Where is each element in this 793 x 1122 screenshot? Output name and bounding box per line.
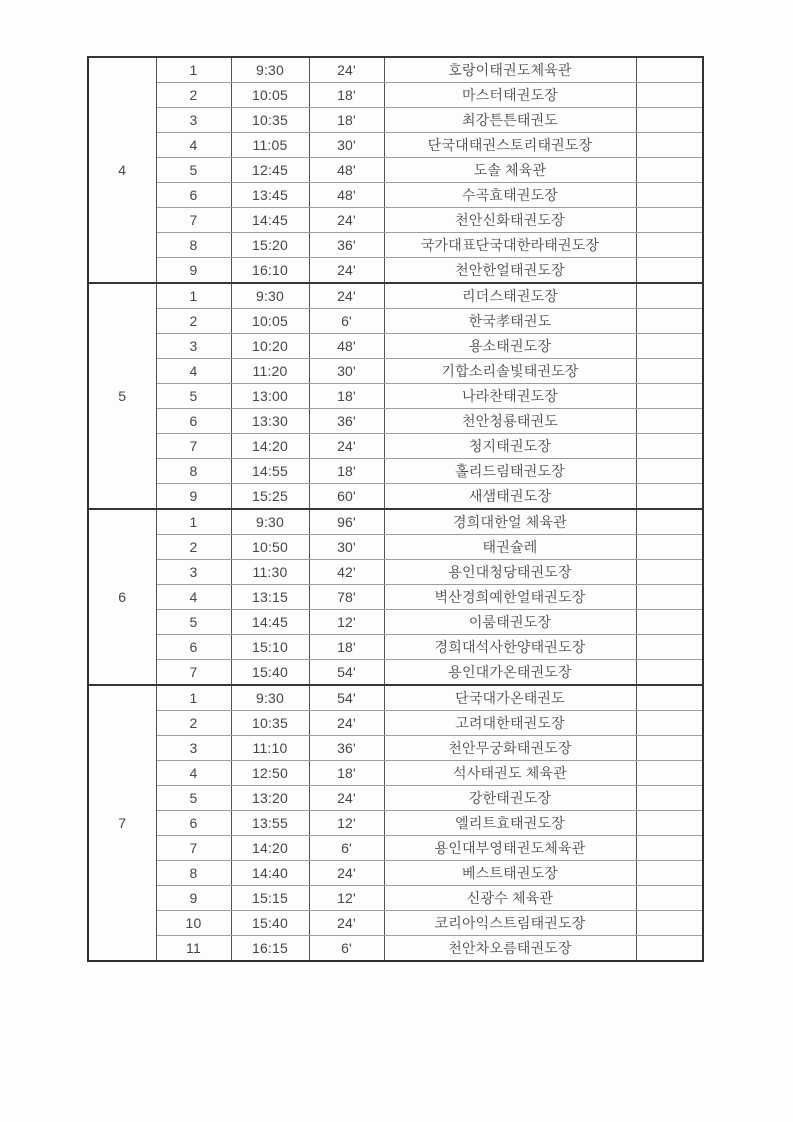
note-cell	[636, 183, 703, 208]
entry-number-cell: 4	[156, 359, 231, 384]
team-name-cell: 신광수 체육관	[384, 886, 636, 911]
note-cell	[636, 334, 703, 359]
entry-number-cell: 9	[156, 484, 231, 510]
start-time-cell: 11:30	[231, 560, 309, 585]
note-cell	[636, 635, 703, 660]
schedule-row	[88, 434, 703, 459]
schedule-row	[88, 711, 703, 736]
entry-number-cell: 9	[156, 258, 231, 284]
start-time-cell: 15:40	[231, 911, 309, 936]
start-time-cell: 15:40	[231, 660, 309, 686]
duration-cell: 18'	[309, 83, 384, 108]
entry-number-cell: 2	[156, 309, 231, 334]
team-name-cell: 한국孝태권도	[384, 309, 636, 334]
team-name-cell: 용인대청당태권도장	[384, 560, 636, 585]
start-time-cell: 15:10	[231, 635, 309, 660]
team-name-cell: 용인대가온태권도장	[384, 660, 636, 686]
entry-number-cell: 3	[156, 560, 231, 585]
note-cell	[636, 610, 703, 635]
team-name-cell: 이룸태권도장	[384, 610, 636, 635]
team-name-cell: 경희대석사한양태권도장	[384, 635, 636, 660]
team-name-cell: 마스터태권도장	[384, 83, 636, 108]
team-name-cell: 단국대태권스토리태권도장	[384, 133, 636, 158]
duration-cell: 60'	[309, 484, 384, 510]
entry-number-cell: 7	[156, 660, 231, 686]
schedule-row	[88, 886, 703, 911]
team-name-cell: 용인대부영태권도체육관	[384, 836, 636, 861]
entry-number-cell: 4	[156, 761, 231, 786]
schedule-row	[88, 736, 703, 761]
schedule-row	[88, 133, 703, 158]
start-time-cell: 15:15	[231, 886, 309, 911]
schedule-row	[88, 861, 703, 886]
duration-cell: 48'	[309, 183, 384, 208]
note-cell	[636, 736, 703, 761]
entry-number-cell: 2	[156, 83, 231, 108]
duration-cell: 96'	[309, 509, 384, 535]
schedule-row	[88, 811, 703, 836]
note-cell	[636, 309, 703, 334]
note-cell	[636, 786, 703, 811]
note-cell	[636, 861, 703, 886]
start-time-cell: 12:45	[231, 158, 309, 183]
group-label: 4	[88, 57, 156, 283]
start-time-cell: 10:20	[231, 334, 309, 359]
start-time-cell: 10:35	[231, 711, 309, 736]
team-name-cell: 국가대표단국대한라태권도장	[384, 233, 636, 258]
entry-number-cell: 1	[156, 57, 231, 83]
note-cell	[636, 208, 703, 233]
note-cell	[636, 258, 703, 284]
note-cell	[636, 108, 703, 133]
note-cell	[636, 761, 703, 786]
note-cell	[636, 409, 703, 434]
schedule-row	[88, 685, 703, 711]
start-time-cell: 16:10	[231, 258, 309, 284]
duration-cell: 24'	[309, 283, 384, 309]
team-name-cell: 새샘태권도장	[384, 484, 636, 510]
start-time-cell: 13:00	[231, 384, 309, 409]
group-label: 6	[88, 509, 156, 685]
note-cell	[636, 359, 703, 384]
duration-cell: 6'	[309, 936, 384, 962]
entry-number-cell: 11	[156, 936, 231, 962]
duration-cell: 18'	[309, 635, 384, 660]
start-time-cell: 13:20	[231, 786, 309, 811]
team-name-cell: 태권슐레	[384, 535, 636, 560]
schedule-row	[88, 158, 703, 183]
schedule-row	[88, 761, 703, 786]
team-name-cell: 벽산경희예한얼태권도장	[384, 585, 636, 610]
entry-number-cell: 9	[156, 886, 231, 911]
start-time-cell: 14:45	[231, 208, 309, 233]
team-name-cell: 청지태권도장	[384, 434, 636, 459]
team-name-cell: 리더스태권도장	[384, 283, 636, 309]
duration-cell: 36'	[309, 736, 384, 761]
schedule-row	[88, 359, 703, 384]
entry-number-cell: 5	[156, 786, 231, 811]
note-cell	[636, 434, 703, 459]
note-cell	[636, 83, 703, 108]
start-time-cell: 10:05	[231, 309, 309, 334]
duration-cell: 30'	[309, 535, 384, 560]
schedule-row	[88, 610, 703, 635]
start-time-cell: 16:15	[231, 936, 309, 962]
entry-number-cell: 1	[156, 685, 231, 711]
note-cell	[636, 509, 703, 535]
entry-number-cell: 1	[156, 283, 231, 309]
note-cell	[636, 811, 703, 836]
note-cell	[636, 560, 703, 585]
start-time-cell: 14:55	[231, 459, 309, 484]
entry-number-cell: 6	[156, 811, 231, 836]
duration-cell: 48'	[309, 158, 384, 183]
entry-number-cell: 5	[156, 158, 231, 183]
entry-number-cell: 2	[156, 711, 231, 736]
team-name-cell: 천안신화태권도장	[384, 208, 636, 233]
note-cell	[636, 685, 703, 711]
schedule-row	[88, 233, 703, 258]
note-cell	[636, 384, 703, 409]
team-name-cell: 도솔 체육관	[384, 158, 636, 183]
start-time-cell: 14:45	[231, 610, 309, 635]
start-time-cell: 14:20	[231, 434, 309, 459]
team-name-cell: 나라찬태권도장	[384, 384, 636, 409]
start-time-cell: 10:50	[231, 535, 309, 560]
duration-cell: 12'	[309, 811, 384, 836]
start-time-cell: 9:30	[231, 509, 309, 535]
duration-cell: 24'	[309, 434, 384, 459]
duration-cell: 30'	[309, 359, 384, 384]
schedule-row	[88, 585, 703, 610]
duration-cell: 18'	[309, 108, 384, 133]
start-time-cell: 11:20	[231, 359, 309, 384]
duration-cell: 24'	[309, 57, 384, 83]
start-time-cell: 9:30	[231, 283, 309, 309]
group-label: 7	[88, 685, 156, 961]
duration-cell: 24'	[309, 911, 384, 936]
team-name-cell: 코리아익스트림태권도장	[384, 911, 636, 936]
team-name-cell: 석사태권도 체육관	[384, 761, 636, 786]
note-cell	[636, 660, 703, 686]
schedule-row	[88, 635, 703, 660]
schedule-row	[88, 936, 703, 962]
entry-number-cell: 4	[156, 133, 231, 158]
start-time-cell: 15:25	[231, 484, 309, 510]
schedule-row	[88, 258, 703, 284]
entry-number-cell: 4	[156, 585, 231, 610]
note-cell	[636, 57, 703, 83]
start-time-cell: 11:05	[231, 133, 309, 158]
entry-number-cell: 5	[156, 384, 231, 409]
schedule-table	[87, 56, 704, 962]
entry-number-cell: 3	[156, 334, 231, 359]
schedule-row	[88, 334, 703, 359]
team-name-cell: 단국대가온태권도	[384, 685, 636, 711]
schedule-row	[88, 208, 703, 233]
team-name-cell: 용소태권도장	[384, 334, 636, 359]
duration-cell: 30'	[309, 133, 384, 158]
duration-cell: 78'	[309, 585, 384, 610]
note-cell	[636, 535, 703, 560]
schedule-row	[88, 384, 703, 409]
start-time-cell: 10:05	[231, 83, 309, 108]
start-time-cell: 11:10	[231, 736, 309, 761]
start-time-cell: 15:20	[231, 233, 309, 258]
entry-number-cell: 7	[156, 836, 231, 861]
entry-number-cell: 6	[156, 635, 231, 660]
start-time-cell: 10:35	[231, 108, 309, 133]
team-name-cell: 천안차오름태권도장	[384, 936, 636, 962]
entry-number-cell: 3	[156, 108, 231, 133]
entry-number-cell: 8	[156, 233, 231, 258]
schedule-row	[88, 309, 703, 334]
schedule-row	[88, 108, 703, 133]
schedule-row	[88, 560, 703, 585]
schedule-row	[88, 409, 703, 434]
note-cell	[636, 886, 703, 911]
entry-number-cell: 1	[156, 509, 231, 535]
schedule-row	[88, 535, 703, 560]
duration-cell: 24'	[309, 861, 384, 886]
note-cell	[636, 283, 703, 309]
note-cell	[636, 911, 703, 936]
entry-number-cell: 10	[156, 911, 231, 936]
entry-number-cell: 7	[156, 434, 231, 459]
schedule-row	[88, 509, 703, 535]
duration-cell: 12'	[309, 886, 384, 911]
team-name-cell: 경희대한얼 체육관	[384, 509, 636, 535]
team-name-cell: 천안청룡태권도	[384, 409, 636, 434]
start-time-cell: 13:30	[231, 409, 309, 434]
duration-cell: 24'	[309, 258, 384, 284]
team-name-cell: 기합소리솔빛태권도장	[384, 359, 636, 384]
duration-cell: 6'	[309, 836, 384, 861]
note-cell	[636, 484, 703, 510]
duration-cell: 54'	[309, 685, 384, 711]
schedule-row	[88, 183, 703, 208]
note-cell	[636, 585, 703, 610]
duration-cell: 42'	[309, 560, 384, 585]
schedule-row	[88, 484, 703, 510]
duration-cell: 36'	[309, 409, 384, 434]
entry-number-cell: 8	[156, 861, 231, 886]
team-name-cell: 베스트태권도장	[384, 861, 636, 886]
team-name-cell: 천안무궁화태권도장	[384, 736, 636, 761]
start-time-cell: 9:30	[231, 57, 309, 83]
entry-number-cell: 8	[156, 459, 231, 484]
entry-number-cell: 6	[156, 183, 231, 208]
team-name-cell: 호랑이태권도체육관	[384, 57, 636, 83]
entry-number-cell: 3	[156, 736, 231, 761]
team-name-cell: 강한태권도장	[384, 786, 636, 811]
note-cell	[636, 233, 703, 258]
duration-cell: 6'	[309, 309, 384, 334]
team-name-cell: 홀리드림태권도장	[384, 459, 636, 484]
duration-cell: 18'	[309, 459, 384, 484]
note-cell	[636, 158, 703, 183]
schedule-row	[88, 459, 703, 484]
entry-number-cell: 7	[156, 208, 231, 233]
schedule-row	[88, 283, 703, 309]
duration-cell: 24'	[309, 208, 384, 233]
duration-cell: 24'	[309, 711, 384, 736]
schedule-row	[88, 786, 703, 811]
note-cell	[636, 133, 703, 158]
entry-number-cell: 5	[156, 610, 231, 635]
note-cell	[636, 836, 703, 861]
schedule-row	[88, 836, 703, 861]
note-cell	[636, 711, 703, 736]
entry-number-cell: 2	[156, 535, 231, 560]
duration-cell: 12'	[309, 610, 384, 635]
duration-cell: 36'	[309, 233, 384, 258]
group-label: 5	[88, 283, 156, 509]
start-time-cell: 14:20	[231, 836, 309, 861]
start-time-cell: 13:45	[231, 183, 309, 208]
duration-cell: 48'	[309, 334, 384, 359]
duration-cell: 54'	[309, 660, 384, 686]
start-time-cell: 9:30	[231, 685, 309, 711]
team-name-cell: 수곡효태권도장	[384, 183, 636, 208]
note-cell	[636, 936, 703, 962]
duration-cell: 24'	[309, 786, 384, 811]
schedule-row	[88, 911, 703, 936]
start-time-cell: 12:50	[231, 761, 309, 786]
schedule-row	[88, 83, 703, 108]
start-time-cell: 14:40	[231, 861, 309, 886]
duration-cell: 18'	[309, 384, 384, 409]
team-name-cell: 고려대한태권도장	[384, 711, 636, 736]
team-name-cell: 천안한얼태권도장	[384, 258, 636, 284]
note-cell	[636, 459, 703, 484]
start-time-cell: 13:55	[231, 811, 309, 836]
team-name-cell: 최강튼튼태권도	[384, 108, 636, 133]
start-time-cell: 13:15	[231, 585, 309, 610]
team-name-cell: 엘리트효태권도장	[384, 811, 636, 836]
schedule-row	[88, 57, 703, 83]
entry-number-cell: 6	[156, 409, 231, 434]
schedule-row	[88, 660, 703, 686]
duration-cell: 18'	[309, 761, 384, 786]
